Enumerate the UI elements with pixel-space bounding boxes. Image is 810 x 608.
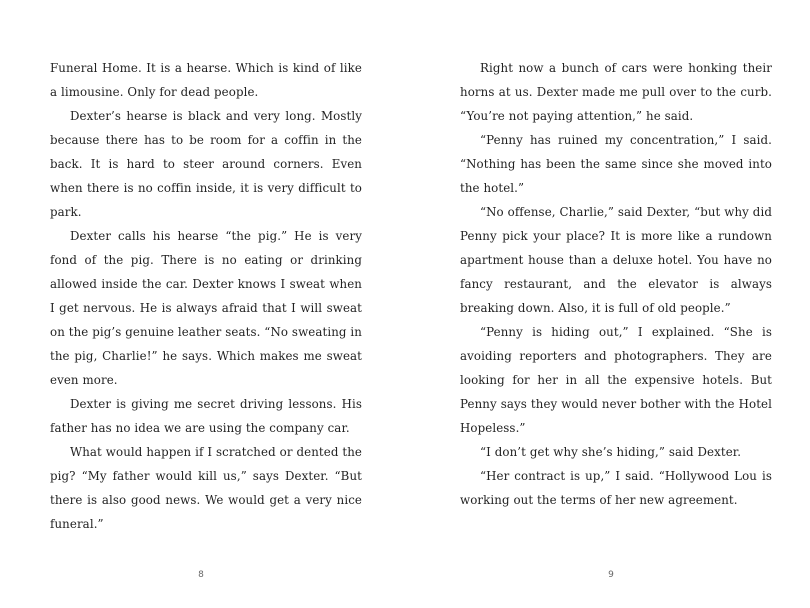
- page-number-right: 9: [608, 570, 614, 580]
- paragraph: Dexter is giving me secret driving lessons. His father has no idea we are using the company car.: [50, 397, 362, 435]
- paragraph: “Penny is hiding out,” I explained. “She is avoiding reporters and photographers. They are looking for her in all the expensive hotels. But Penny says they would never bother with the Hotel Hopeless.”: [460, 325, 772, 435]
- paragraph: “No offense, Charlie,” said Dexter, “but why did Penny pick your place? It is more like a rundown apartment house than a deluxe hotel. You have no fancy restaurant, and the elevator is always breaking down. Also, it is full of old people.”: [460, 205, 772, 315]
- paragraph: “Penny has ruined my concentration,” I said. “Nothing has been the same since she moved into the hotel.”: [460, 133, 772, 195]
- paragraph: Funeral Home. It is a hearse. Which is kind of like a limousine. Only for dead people.: [50, 61, 362, 99]
- left-page: [50, 56, 362, 536]
- paragraph: Right now a bunch of cars were honking their horns at us. Dexter made me pull over to the curb. “You’re not paying attention,” he said.: [460, 61, 772, 123]
- paragraph: “Her contract is up,” I said. “Hollywood Lou is working out the terms of her new agreement.: [460, 469, 772, 507]
- paragraph: What would happen if I scratched or dented the pig? “My father would kill us,” says Dexter. “But there is also good news. We would get a very nice funeral.”: [50, 445, 362, 531]
- page-number-left: 8: [198, 570, 204, 580]
- paragraph: “I don’t get why she’s hiding,” said Dexter.: [480, 445, 742, 459]
- right-page: [460, 56, 772, 512]
- paragraph: Dexter calls his hearse “the pig.” He is very fond of the pig. There is no eating or drinking allowed inside the car. Dexter knows I sweat when I get nervous. He is always afraid that I will sweat on the pig’s genuine leather seats. “No sweating in the pig, Charlie!” he says. Which makes me sweat even more.: [50, 229, 362, 387]
- paragraph: Dexter’s hearse is black and very long. Mostly because there has to be room for a coffin in the back. It is hard to steer around corners. Even when there is no coffin inside, it is very difficult to park.: [50, 109, 362, 219]
